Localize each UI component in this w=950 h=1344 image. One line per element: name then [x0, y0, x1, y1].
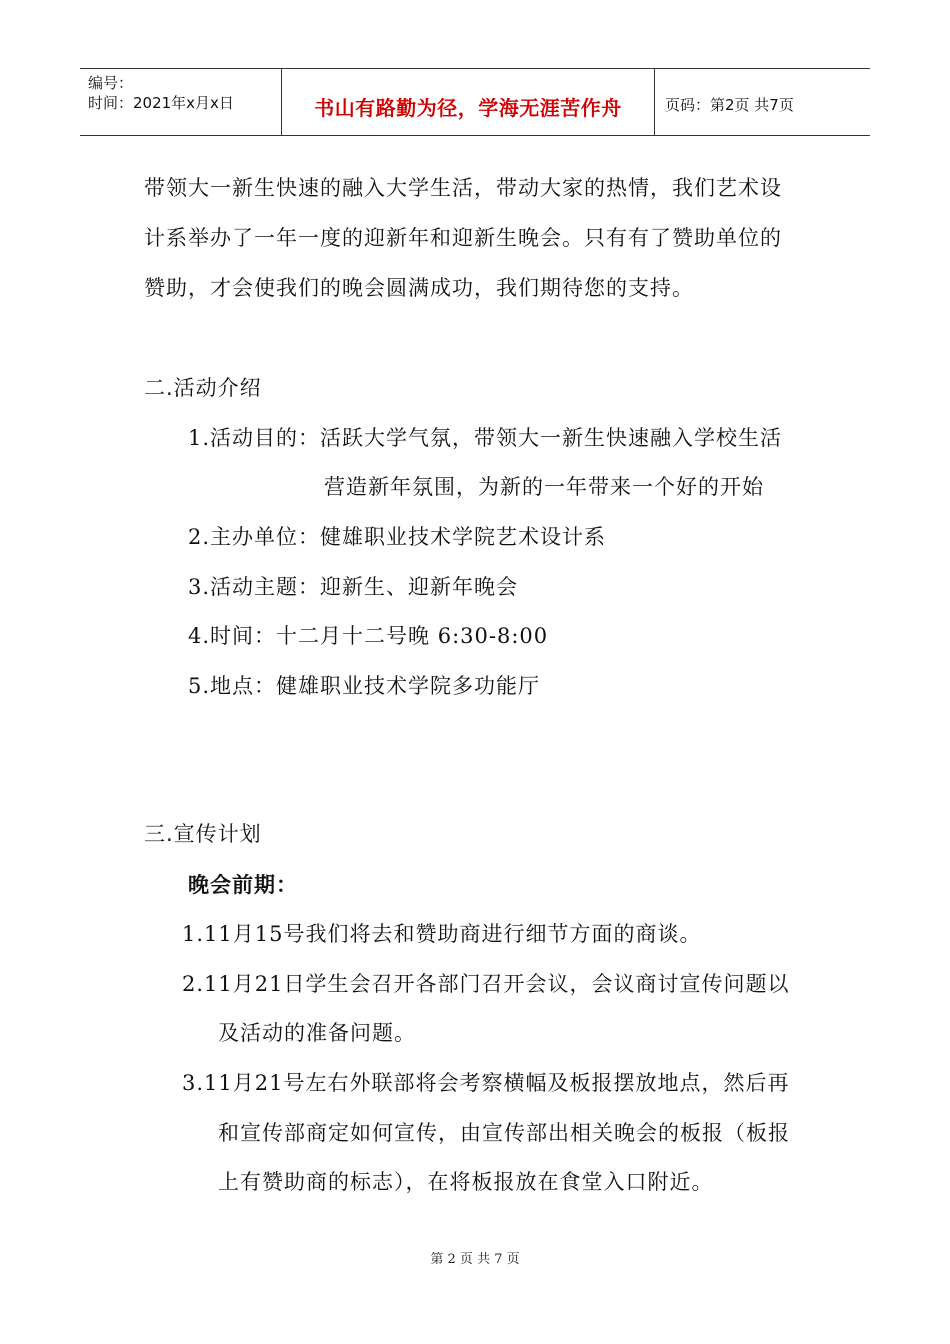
motto-text: 书山有路勤为径，学海无涯苦作舟	[314, 96, 622, 120]
section2-item-3: 3.活动主题：迎新生、迎新年晚会	[188, 575, 519, 599]
page-code-cell	[655, 69, 870, 135]
section3-line-3-cont-2: 上有赞助商的标志），在将板报放在食堂入口附近。	[218, 1170, 714, 1194]
section2-item-1: 1.活动目的：活跃大学气氛，带领大一新生快速融入学校生活	[188, 426, 783, 450]
time-label: 时间：2021年x月x日	[88, 94, 234, 112]
section2-title: 二.活动介绍	[144, 376, 262, 400]
section3-title: 三.宣传计划	[144, 822, 262, 846]
number-label: 编号：	[88, 74, 134, 92]
section3-line-1: 1.11月15号我们将去和赞助商进行细节方面的商谈。	[182, 922, 702, 946]
section2-item-2: 2.主办单位：健雄职业技术学院艺术设计系	[188, 525, 607, 549]
section3-subtitle: 晚会前期：	[188, 873, 298, 897]
section2-item-5: 5.地点：健雄职业技术学院多功能厅	[188, 674, 541, 698]
header-info-cell	[80, 69, 282, 135]
motto-cell	[282, 69, 655, 135]
intro-line-3: 赞助，才会使我们的晚会圆满成功，我们期待您的支持。	[144, 276, 694, 300]
intro-line-2: 计系举办了一年一度的迎新年和迎新生晚会。只有有了赞助单位的	[144, 226, 782, 250]
section3-line-3: 3.11月21号左右外联部将会考察横幅及板报摆放地点，然后再	[182, 1071, 790, 1095]
page-footer: 第 2 页 共 7 页	[430, 1252, 520, 1267]
section3-line-2: 2.11月21日学生会召开各部门召开会议，会议商讨宣传问题以	[182, 972, 790, 996]
section2-item-1-cont: 营造新年氛围，为新的一年带来一个好的开始	[324, 475, 764, 499]
intro-line-1: 带领大一新生快速的融入大学生活，带动大家的热情，我们艺术设	[144, 176, 782, 200]
section3-line-3-cont-1: 和宣传部商定如何宣传，由宣传部出相关晚会的板报（板报	[218, 1121, 790, 1145]
section2-item-4: 4.时间：十二月十二号晚 6:30-8:00	[188, 624, 549, 648]
section3-line-2-cont: 及活动的准备问题。	[218, 1021, 416, 1045]
header-table	[80, 68, 870, 136]
page-code: 页码：第2页 共7页	[665, 96, 794, 114]
